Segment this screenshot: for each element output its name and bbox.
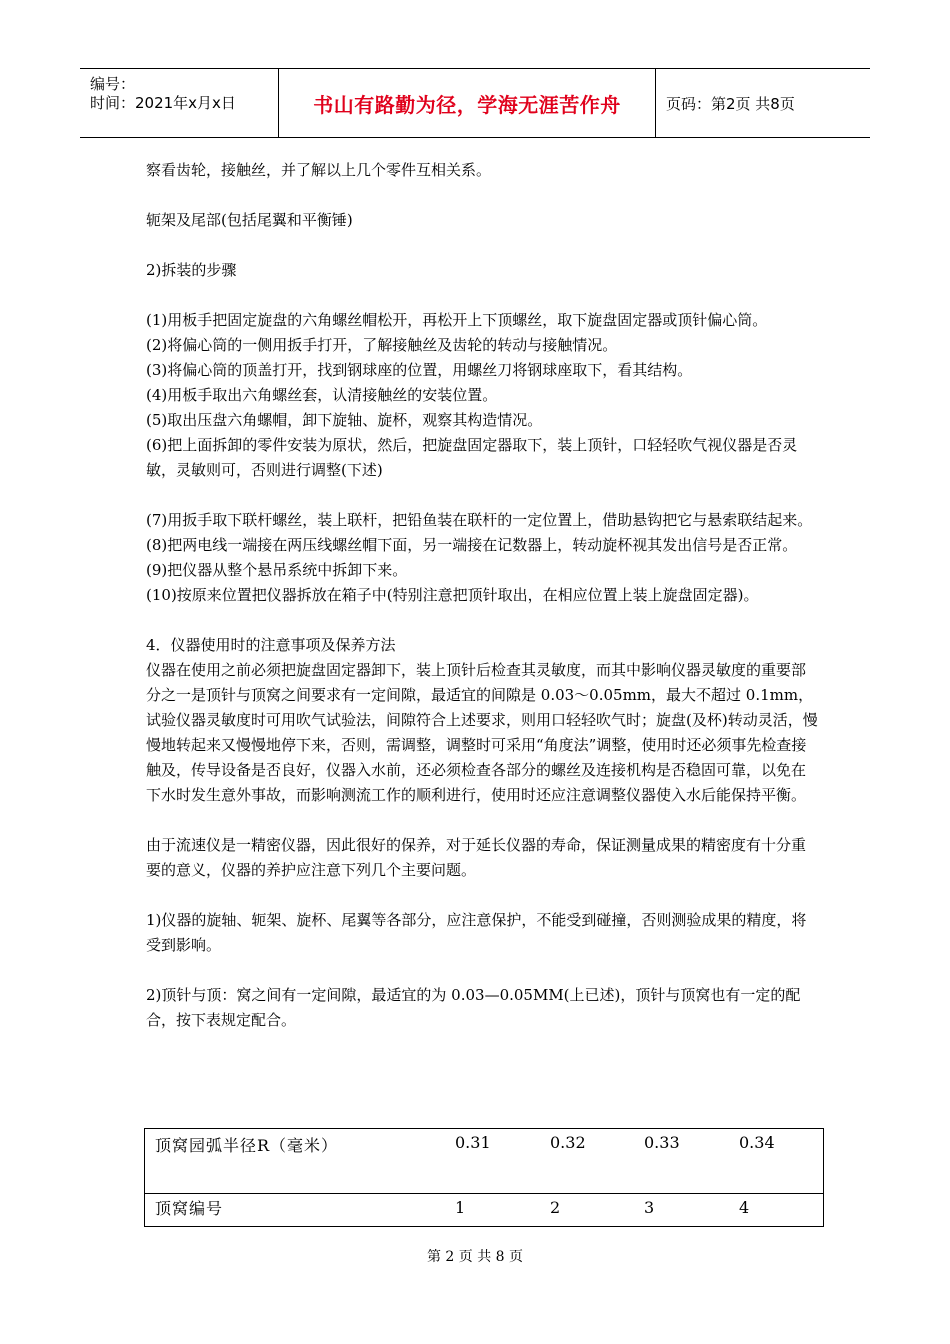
- table-row: [145, 1129, 824, 1194]
- table-row-label: 顶窝编号: [155, 1199, 224, 1218]
- paragraph: 2)顶针与顶：窝之间有一定间隙，最适宜的为 0.03—0.05MM(上已述)，顶针与顶窝也有一定的配合，按下表规定配合。: [146, 986, 801, 1029]
- header-meta: [80, 69, 278, 137]
- header-date: 时间：2021年x月x日: [90, 94, 236, 112]
- table-value: 3: [644, 1198, 655, 1217]
- paragraph: 仪器在使用之前必须把旋盘固定器卸下，装上顶针后检查其灵敏度，而其中影响仪器灵敏度的重要部分之一是顶针与顶窝之间要求有一定间隙，最适宜的间隙是 0.03～0.05mm，最大不超过 0.1mm，试验仪器灵敏度时可用吹气试验法，间隙符合上述要求，则用口轻轻吹气时；旋盘(及杯)转动灵活，慢慢地转起来又慢慢地停下来，否则，需调整，调整时可采用“角度法”调整，使用时还必须事先检查接触及，传导设备是否良好，仪器入水前，还必须检查各部分的螺丝及连接机构是否稳固可靠，以免在下水时发生意外事故，而影响测流工作的顺利进行，使用时还应注意调整仪器使入水后能保持平衡。: [146, 661, 818, 804]
- fit-table: [144, 1128, 824, 1227]
- paragraph-gap: [146, 608, 818, 633]
- paragraph-gap: [146, 283, 818, 308]
- header-number-label: 编号：: [90, 75, 136, 93]
- table-value: 0.34: [739, 1133, 775, 1152]
- paragraph-gap: [146, 183, 818, 208]
- paragraph: 2)拆装的步骤: [146, 261, 237, 279]
- paragraph: (4)用板手取出六角螺丝套，认清接触丝的安装位置。: [146, 386, 498, 404]
- paragraph: (7)用扳手取下联杆螺丝，装上联杆，把铅鱼装在联杆的一定位置上，借助悬钩把它与悬索联结起来。: [146, 511, 813, 529]
- paragraph: 察看齿轮，接触丝，并了解以上几个零件互相关系。: [146, 161, 492, 179]
- paragraph: 轭架及尾部(包括尾翼和平衡锤): [146, 211, 353, 229]
- paragraph-gap: [146, 483, 818, 508]
- paragraph: (9)把仪器从整个悬吊系统中拆卸下来。: [146, 561, 408, 579]
- paragraph-gap: [146, 808, 818, 833]
- paragraph: (6)把上面拆卸的零件安装为原状，然后，把旋盘固定器取下，装上顶针，口轻轻吹气视仪器是否灵敏，灵敏则可，否则进行调整(下述): [146, 436, 798, 479]
- header-motto: 书山有路勤为径，学海无涯苦作舟: [313, 92, 621, 117]
- table-value: 1: [455, 1198, 466, 1217]
- table-value: 2: [550, 1198, 561, 1217]
- paragraph: (10)按原来位置把仪器拆放在箱子中(特别注意把顶针取出，在相应位置上装上旋盘固定器)。: [146, 586, 759, 604]
- table-value: 0.32: [550, 1133, 586, 1152]
- paragraph: 由于流速仪是一精密仪器，因此很好的保养，对于延长仪器的寿命，保证测量成果的精密度有十分重要的意义，仪器的养护应注意下列几个主要问题。: [146, 836, 807, 879]
- paragraph: 1)仪器的旋轴、轭架、旋杯、尾翼等各部分，应注意保护，不能受到碰撞，否则测验成果的精度，将受到影响。: [146, 911, 807, 954]
- paragraph: (3)将偏心筒的顶盖打开，找到钢球座的位置，用螺丝刀将钢球座取下，看其结构。: [146, 361, 693, 379]
- paragraph: (8)把两电线一端接在两压线螺丝帽下面，另一端接在记数器上，转动旋杯视其发出信号是否正常。: [146, 536, 798, 554]
- paragraph-gap: [146, 883, 818, 908]
- page-header: [80, 68, 870, 138]
- paragraph-gap: [146, 958, 818, 983]
- table-cell: [145, 1194, 824, 1227]
- table-value: 0.31: [455, 1133, 491, 1152]
- paragraph: (2)将偏心筒的一侧用扳手打开，了解接触丝及齿轮的转动与接触情况。: [146, 336, 618, 354]
- table-value: 4: [739, 1198, 750, 1217]
- table-row-label: 顶窝园弧半径R（毫米）: [155, 1136, 339, 1155]
- table-cell: [145, 1129, 824, 1194]
- paragraph: (1)用板手把固定旋盘的六角螺丝帽松开，再松开上下顶螺丝，取下旋盘固定器或顶针偏心筒。: [146, 311, 768, 329]
- table-value: 0.33: [644, 1133, 680, 1152]
- paragraph: (5)取出压盘六角螺帽，卸下旋轴、旋杯，观察其构造情况。: [146, 411, 543, 429]
- table-row: [145, 1194, 824, 1227]
- paragraph: 4．仪器使用时的注意事项及保养方法: [146, 636, 396, 654]
- page-footer: 第 2 页 共 8 页: [426, 1249, 524, 1265]
- header-page-info: 页码：第2页 共8页: [666, 94, 795, 113]
- paragraph-gap: [146, 233, 818, 258]
- document-body: [146, 158, 818, 1033]
